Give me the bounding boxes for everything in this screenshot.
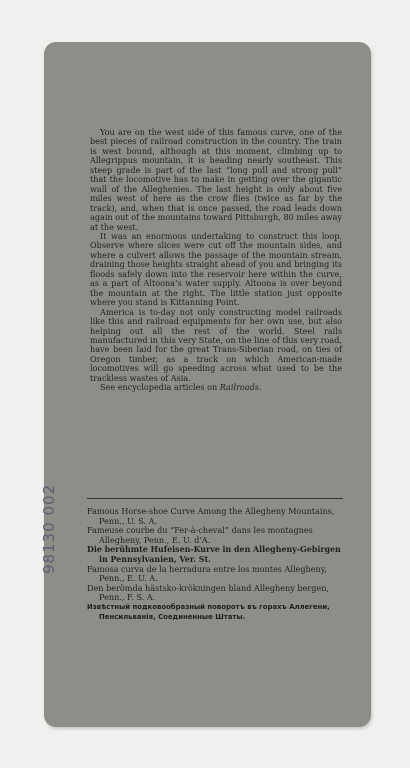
paragraph-3: America is to-day not only constructing model railroads like this and railroad equipments for her own use, but also helping out all the rest of the world. Steel rails manufactured in this very State, on the line of this very road, have been laid for the great Trans-Siberian road, on ties of Oregon timber, as a track on which American-made locomotives will go speeding across what used to be the trackless wastes of Asia. — [90, 306, 342, 383]
caption-english: Famous Horse-shoe Curve Among the Allegheny Mountains, Penn., U. S. A. — [87, 506, 335, 526]
encyclopedia-suffix: . — [258, 382, 262, 393]
caption-swedish: Den berömda hästsko-krökningen bland Allegheny bergen, Penn., F. S. A. — [87, 582, 329, 603]
caption-spanish: Famosa curva de la herradura entre los montes Allegheny, Penn., E. U. A. — [87, 563, 327, 584]
paragraph-4 — [90, 383, 342, 392]
caption-french: Fameuse courbe du “Fer-à-cheval” dans les montagnes Allegheny, Penn., E. U. d’A. — [87, 525, 313, 545]
paragraph-1: You are on the west side of this famous curve, one of the best pieces of railroad construction in the country. The train is west bound, although at this moment, climbing up to Allegrippus mountain, it is heading nearly southeast. This steep grade is part of the last “long pull and strong pull” that the locomotive has to make in getting over the gigantic wall of the Alleghenies. The last height is only about five miles west of here as the crow flies (twice as far by the track), and, when that is once passed, the road leads down again out of the mountains toward Pittsburgh, 80 miles away at the west. — [90, 127, 342, 232]
handwritten-catalog-number: 98130 002 — [40, 483, 58, 574]
caption-russian: Извѣстный подковообразный поворотъ въ горахъ Аллегени, Пенсильванія, Соединенные Штаты. — [87, 602, 330, 621]
description-text — [90, 128, 342, 393]
paragraph-2: It was an enormous undertaking to construct this loop. Observe where slices were cut off the mountain sides, and where a culvert allows the passage of the mountain stream, draining those heights straight ahead of you and bringing its floods safely down into the reservoir here within the curve, as a part of Altoona’s water supply. Altoona is over beyond the mountain at the right. The little station just opposite where you stand is Kittanning Point. — [90, 230, 342, 308]
caption-german: Die berühmte Hufeisen-Kurve in den Allegheny-Gebirgen in Pennsylvanien, Ver. St. — [87, 545, 341, 564]
encyclopedia-prefix: See encyclopedia articles on — [100, 382, 220, 393]
multilingual-captions — [87, 507, 345, 622]
divider-rule — [87, 498, 343, 499]
encyclopedia-topic: Railroads — [219, 382, 259, 393]
